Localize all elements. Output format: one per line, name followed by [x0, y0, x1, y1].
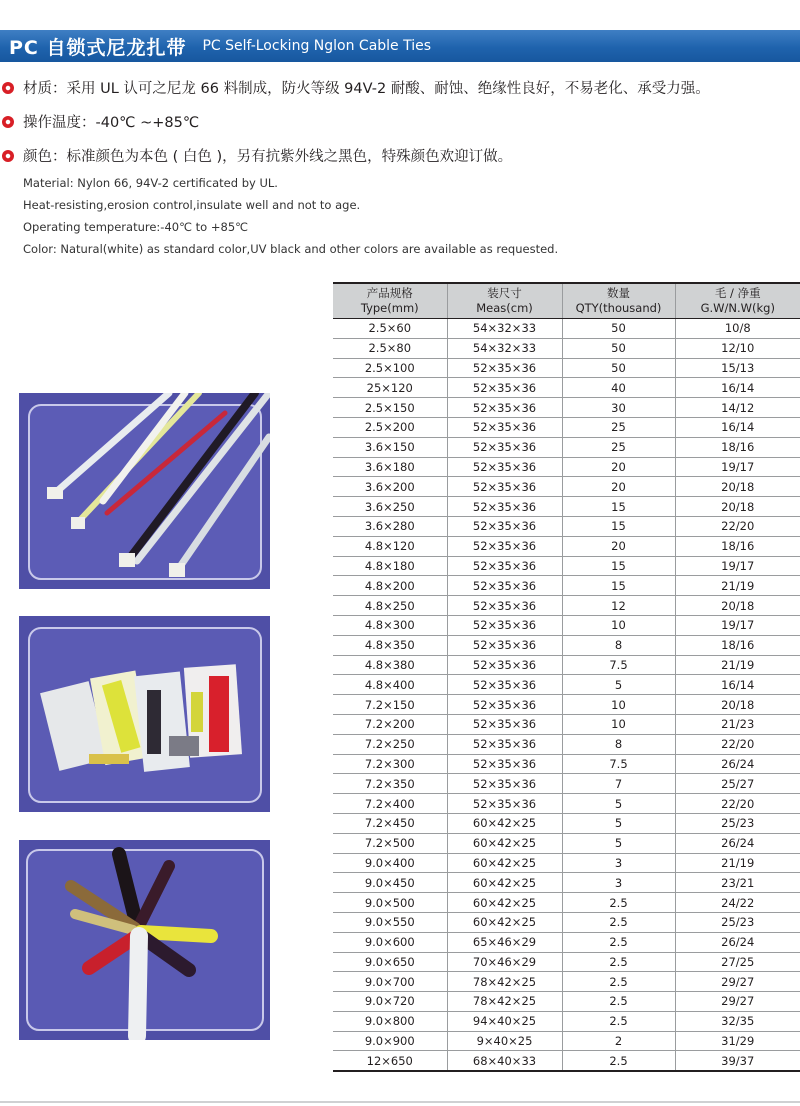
table-row: [333, 1031, 800, 1051]
table-row: [333, 952, 800, 972]
cell-weight: 18/16: [675, 536, 800, 556]
cell-weight: 26/24: [675, 932, 800, 952]
cell-weight: 12/10: [675, 338, 800, 358]
cell-type: 9.0×900: [333, 1031, 447, 1051]
cell-qty: 30: [562, 398, 675, 418]
table-row: [333, 596, 800, 616]
cell-qty: 2.5: [562, 1051, 675, 1071]
cell-qty: 7.5: [562, 655, 675, 675]
cell-meas: 60×42×25: [447, 813, 562, 833]
cell-type: 7.2×200: [333, 714, 447, 734]
cell-qty: 3: [562, 853, 675, 873]
cell-weight: 16/14: [675, 675, 800, 695]
table-row: [333, 615, 800, 635]
table-row: [333, 417, 800, 437]
cell-type: 12×650: [333, 1051, 447, 1071]
cell-weight: 18/16: [675, 635, 800, 655]
bottom-divider: [0, 1101, 800, 1103]
cell-weight: 22/20: [675, 794, 800, 814]
cell-meas: 78×42×25: [447, 972, 562, 992]
cell-meas: 60×42×25: [447, 853, 562, 873]
cell-meas: 52×35×36: [447, 655, 562, 675]
cell-weight: 10/8: [675, 319, 800, 339]
cell-qty: 2: [562, 1031, 675, 1051]
cell-qty: 15: [562, 497, 675, 517]
cell-type: 4.8×250: [333, 596, 447, 616]
cell-qty: 2.5: [562, 952, 675, 972]
cell-type: 3.6×280: [333, 516, 447, 536]
table-row: [333, 833, 800, 853]
cell-qty: 50: [562, 358, 675, 378]
cell-weight: 22/20: [675, 516, 800, 536]
feature-material: [0, 77, 710, 98]
cell-qty: 15: [562, 516, 675, 536]
cell-qty: 25: [562, 417, 675, 437]
table-row: [333, 873, 800, 893]
table-row: [333, 655, 800, 675]
cell-weight: 19/17: [675, 615, 800, 635]
cell-type: 3.6×200: [333, 477, 447, 497]
table-row: [333, 932, 800, 952]
table-row: [333, 477, 800, 497]
cell-qty: 10: [562, 695, 675, 715]
table-row: [333, 516, 800, 536]
cell-type: 7.2×450: [333, 813, 447, 833]
table-row: [333, 497, 800, 517]
page-header: [0, 30, 800, 62]
cell-weight: 20/18: [675, 695, 800, 715]
cell-meas: 60×42×25: [447, 893, 562, 913]
cell-meas: 52×35×36: [447, 477, 562, 497]
cell-weight: 21/23: [675, 714, 800, 734]
cell-type: 9.0×400: [333, 853, 447, 873]
cell-type: 2.5×60: [333, 319, 447, 339]
cell-type: 7.2×300: [333, 754, 447, 774]
english-line: Color: Natural(white) as standard color,UV black and other colors are available as requested.: [23, 242, 559, 256]
cell-weight: 27/25: [675, 952, 800, 972]
cell-meas: 52×35×36: [447, 457, 562, 477]
product-photo-packaged-ties: [19, 616, 270, 812]
cell-weight: 25/27: [675, 774, 800, 794]
cell-type: 4.8×120: [333, 536, 447, 556]
cell-type: 7.2×250: [333, 734, 447, 754]
cell-qty: 8: [562, 635, 675, 655]
cell-qty: 25: [562, 437, 675, 457]
cell-qty: 2.5: [562, 893, 675, 913]
header-type: 产品规格 Type(mm): [333, 283, 447, 319]
cell-meas: 60×42×25: [447, 912, 562, 932]
table-row: [333, 536, 800, 556]
cell-qty: 20: [562, 536, 675, 556]
table-row: [333, 338, 800, 358]
cell-weight: 22/20: [675, 734, 800, 754]
cell-weight: 21/19: [675, 655, 800, 675]
cell-weight: 16/14: [675, 378, 800, 398]
cell-qty: 50: [562, 338, 675, 358]
cell-qty: 2.5: [562, 992, 675, 1012]
cell-qty: 3: [562, 873, 675, 893]
cell-weight: 20/18: [675, 477, 800, 497]
cell-weight: 29/27: [675, 992, 800, 1012]
header-weight: 毛 / 净重 G.W/N.W(kg): [675, 283, 800, 319]
title-en: PC Self-Locking Nglon Cable Ties: [202, 38, 432, 54]
cell-weight: 19/17: [675, 457, 800, 477]
cell-type: 4.8×180: [333, 556, 447, 576]
cell-meas: 52×35×36: [447, 398, 562, 418]
cell-qty: 10: [562, 615, 675, 635]
table-row: [333, 754, 800, 774]
title-cn: PC 自锁式尼龙扎带: [9, 36, 187, 59]
cell-qty: 5: [562, 833, 675, 853]
cell-meas: 68×40×33: [447, 1051, 562, 1071]
cell-qty: 2.5: [562, 912, 675, 932]
bullet-icon: [2, 82, 14, 94]
bullet-icon: [2, 116, 14, 128]
cell-type: 7.2×350: [333, 774, 447, 794]
cell-type: 9.0×500: [333, 893, 447, 913]
cell-meas: 65×46×29: [447, 932, 562, 952]
table-row: [333, 714, 800, 734]
feature-text: 材质：采用 UL 认可之尼龙 66 料制成，防火等级 94V-2 耐酸、耐蚀、绝缘性良好，不易老化、承受力强。: [23, 81, 710, 97]
table-row: [333, 695, 800, 715]
cell-qty: 8: [562, 734, 675, 754]
cell-meas: 52×35×36: [447, 734, 562, 754]
cell-meas: 54×32×33: [447, 338, 562, 358]
cell-qty: 15: [562, 576, 675, 596]
cell-meas: 52×35×36: [447, 675, 562, 695]
cell-meas: 9×40×25: [447, 1031, 562, 1051]
cell-meas: 54×32×33: [447, 319, 562, 339]
cell-weight: 14/12: [675, 398, 800, 418]
cell-weight: 25/23: [675, 912, 800, 932]
cell-type: 3.6×180: [333, 457, 447, 477]
cell-weight: 20/18: [675, 596, 800, 616]
cell-meas: 52×35×36: [447, 754, 562, 774]
cell-qty: 5: [562, 813, 675, 833]
cell-type: 25×120: [333, 378, 447, 398]
cell-meas: 52×35×36: [447, 358, 562, 378]
table-row: [333, 912, 800, 932]
cell-weight: 21/19: [675, 576, 800, 596]
cell-qty: 20: [562, 477, 675, 497]
cell-weight: 23/21: [675, 873, 800, 893]
table-row: [333, 794, 800, 814]
table-row: [333, 378, 800, 398]
cell-meas: 52×35×36: [447, 536, 562, 556]
cell-type: 3.6×150: [333, 437, 447, 457]
cell-type: 9.0×450: [333, 873, 447, 893]
cell-type: 4.8×350: [333, 635, 447, 655]
table-row: [333, 774, 800, 794]
table-row: [333, 398, 800, 418]
cell-meas: 52×35×36: [447, 714, 562, 734]
feature-text: 颜色：标准颜色为本色 ( 白色 )，另有抗紫外线之黑色，特殊颜色欢迎订做。: [23, 149, 513, 165]
cell-meas: 94×40×25: [447, 1011, 562, 1031]
table-row: [333, 319, 800, 339]
cell-type: 9.0×600: [333, 932, 447, 952]
feature-text: 操作温度：-40℃ ~+85℃: [23, 115, 200, 131]
cell-type: 2.5×200: [333, 417, 447, 437]
cell-qty: 2.5: [562, 1011, 675, 1031]
cell-type: 9.0×700: [333, 972, 447, 992]
cell-meas: 70×46×29: [447, 952, 562, 972]
table-row: [333, 972, 800, 992]
english-line: Material: Nylon 66, 94V-2 certificated by UL.: [23, 176, 278, 190]
cell-type: 3.6×250: [333, 497, 447, 517]
cell-qty: 7: [562, 774, 675, 794]
table-row: [333, 734, 800, 754]
cell-weight: 20/18: [675, 497, 800, 517]
cell-qty: 15: [562, 556, 675, 576]
table-row: [333, 1051, 800, 1071]
table-row: [333, 853, 800, 873]
table-row: [333, 635, 800, 655]
cell-weight: 19/17: [675, 556, 800, 576]
cell-qty: 5: [562, 794, 675, 814]
feature-temperature: [0, 111, 199, 132]
cell-qty: 20: [562, 457, 675, 477]
cell-meas: 52×35×36: [447, 417, 562, 437]
cell-qty: 50: [562, 319, 675, 339]
cell-type: 2.5×100: [333, 358, 447, 378]
table-row: [333, 576, 800, 596]
cell-type: 2.5×80: [333, 338, 447, 358]
cell-type: 2.5×150: [333, 398, 447, 418]
cell-type: 4.8×300: [333, 615, 447, 635]
cell-qty: 2.5: [562, 972, 675, 992]
cell-qty: 5: [562, 675, 675, 695]
english-line: Heat-resisting,erosion control,insulate well and not to age.: [23, 198, 361, 212]
cell-type: 4.8×200: [333, 576, 447, 596]
cell-weight: 31/29: [675, 1031, 800, 1051]
table-row: [333, 813, 800, 833]
cell-weight: 26/24: [675, 833, 800, 853]
table-row: [333, 556, 800, 576]
cell-meas: 60×42×25: [447, 873, 562, 893]
cell-meas: 52×35×36: [447, 695, 562, 715]
table-row: [333, 457, 800, 477]
cell-weight: 24/22: [675, 893, 800, 913]
spec-table: [333, 282, 800, 1072]
cell-meas: 52×35×36: [447, 576, 562, 596]
cell-meas: 52×35×36: [447, 378, 562, 398]
cell-meas: 52×35×36: [447, 774, 562, 794]
table-row: [333, 437, 800, 457]
cell-weight: 39/37: [675, 1051, 800, 1071]
cell-weight: 18/16: [675, 437, 800, 457]
cell-qty: 2.5: [562, 932, 675, 952]
table-row: [333, 992, 800, 1012]
product-photo-colored-ties: [19, 840, 270, 1040]
cell-weight: 21/19: [675, 853, 800, 873]
cell-weight: 16/14: [675, 417, 800, 437]
cell-weight: 29/27: [675, 972, 800, 992]
bullet-icon: [2, 150, 14, 162]
cell-weight: 32/35: [675, 1011, 800, 1031]
cell-type: 4.8×380: [333, 655, 447, 675]
table-row: [333, 358, 800, 378]
cell-meas: 52×35×36: [447, 497, 562, 517]
cell-meas: 78×42×25: [447, 992, 562, 1012]
cell-type: 7.2×150: [333, 695, 447, 715]
cell-type: 9.0×650: [333, 952, 447, 972]
table-header-row: [333, 283, 800, 319]
cell-qty: 40: [562, 378, 675, 398]
english-line: Operating temperature:-40℃ to +85℃: [23, 220, 249, 234]
cell-meas: 52×35×36: [447, 794, 562, 814]
table-row: [333, 893, 800, 913]
table-row: [333, 675, 800, 695]
cell-meas: 52×35×36: [447, 556, 562, 576]
cell-type: 9.0×720: [333, 992, 447, 1012]
cell-meas: 60×42×25: [447, 833, 562, 853]
cell-qty: 7.5: [562, 754, 675, 774]
product-photo-loose-ties: [19, 393, 270, 589]
cell-qty: 10: [562, 714, 675, 734]
cell-weight: 25/23: [675, 813, 800, 833]
cell-meas: 52×35×36: [447, 635, 562, 655]
cell-weight: 26/24: [675, 754, 800, 774]
cell-meas: 52×35×36: [447, 615, 562, 635]
cell-weight: 15/13: [675, 358, 800, 378]
cell-type: 9.0×800: [333, 1011, 447, 1031]
cell-type: 7.2×400: [333, 794, 447, 814]
table-row: [333, 1011, 800, 1031]
cell-meas: 52×35×36: [447, 596, 562, 616]
cell-type: 9.0×550: [333, 912, 447, 932]
cell-type: 4.8×400: [333, 675, 447, 695]
cell-meas: 52×35×36: [447, 437, 562, 457]
cell-meas: 52×35×36: [447, 516, 562, 536]
feature-color: [0, 145, 512, 166]
header-meas: 装尺寸 Meas(cm): [447, 283, 562, 319]
header-qty: 数量 QTY(thousand): [562, 283, 675, 319]
cell-qty: 12: [562, 596, 675, 616]
cell-type: 7.2×500: [333, 833, 447, 853]
